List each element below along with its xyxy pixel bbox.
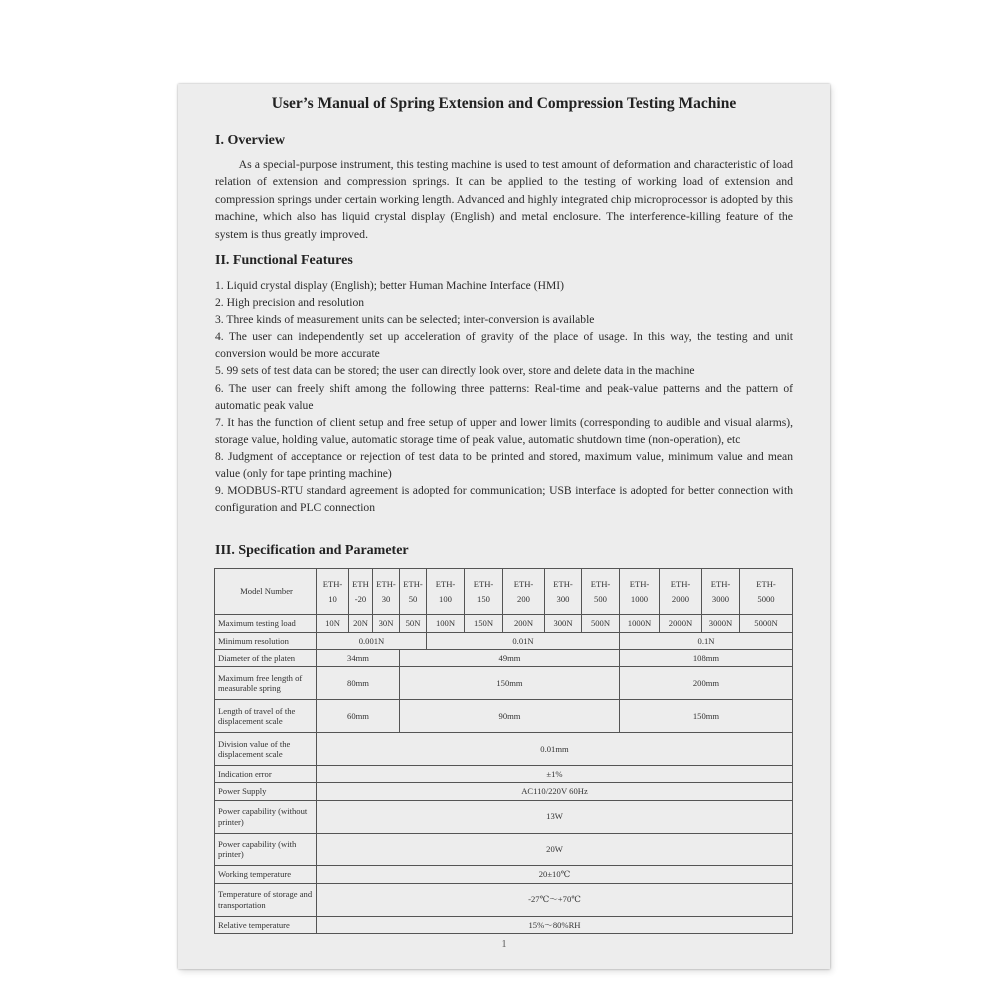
storage-temp-row bbox=[215, 883, 793, 916]
max-load-cell: 10N bbox=[317, 615, 349, 632]
free-length-cell: 150mm bbox=[400, 667, 620, 700]
feature-item: 4. The user can independently set up acceleration of gravity of the place of usage. In this way, the testing and unit conversion would be more accurate bbox=[215, 330, 793, 361]
min-resolution-row bbox=[215, 632, 793, 649]
travel-label: Length of travel of the displacement scale bbox=[215, 700, 317, 733]
spec-table bbox=[214, 568, 793, 934]
max-load-cell: 3000N bbox=[702, 615, 740, 632]
feature-item: 6. The user can freely shift among the following three patterns: Real-time and peak-value patterns and the pattern of automatic peak value bbox=[215, 381, 793, 412]
features-list bbox=[215, 277, 793, 516]
document-title: User’s Manual of Spring Extension and Compression Testing Machine bbox=[271, 95, 737, 112]
max-load-cell: 1000N bbox=[620, 615, 660, 632]
free-length-row bbox=[215, 667, 793, 700]
free-length-label: Maximum free length of measurable spring bbox=[215, 667, 317, 700]
model-cell: ETH- 30 bbox=[373, 569, 400, 615]
max-load-cell: 300N bbox=[545, 615, 582, 632]
power-printer-cell: 20W bbox=[317, 833, 793, 866]
platen-label: Diameter of the platen bbox=[215, 649, 317, 666]
max-load-cell: 30N bbox=[373, 615, 400, 632]
max-load-cell: 50N bbox=[400, 615, 427, 632]
max-load-cell: 200N bbox=[503, 615, 545, 632]
working-temp-label: Working temperature bbox=[215, 866, 317, 883]
model-cell: ETH- 5000 bbox=[740, 569, 793, 615]
platen-cell: 34mm bbox=[317, 649, 400, 666]
spec-heading: III. Specification and Parameter bbox=[215, 543, 409, 558]
power-no-printer-label: Power capability (without printer) bbox=[215, 800, 317, 833]
model-cell: ETH- 500 bbox=[582, 569, 620, 615]
feature-item: 5. 99 sets of test data can be stored; the user can directly look over, store and delete data in the machine bbox=[215, 364, 695, 378]
model-number-label: Model Number bbox=[215, 569, 317, 615]
model-cell: ETH- 50 bbox=[400, 569, 427, 615]
feature-item: 3. Three kinds of measurement units can be selected; inter-conversion is available bbox=[215, 313, 595, 327]
feature-item: 1. Liquid crystal display (English); better Human Machine Interface (HMI) bbox=[215, 279, 564, 292]
power-supply-row bbox=[215, 783, 793, 800]
max-load-cell: 100N bbox=[427, 615, 465, 632]
max-load-cell: 2000N bbox=[660, 615, 702, 632]
power-printer-row bbox=[215, 833, 793, 866]
overview-heading: I. Overview bbox=[215, 133, 285, 148]
features-heading: II. Functional Features bbox=[215, 253, 353, 268]
humidity-cell: 15%～80%RH bbox=[317, 916, 793, 933]
page-number: 1 bbox=[501, 939, 507, 950]
power-no-printer-cell: 13W bbox=[317, 800, 793, 833]
overview-paragraph: As a special-purpose instrument, this testing machine is used to test amount of deformation and characteristic of load relation of extension and compression springs. It can be applied to the testing of working load of extension and compression springs under certain working length. Advanced and highly integrated chip microprocessor is adopted by this machine, which also has liquid crystal display (English) and metal enclosure. The interference-killing feature of the system is thus greatly improved. bbox=[215, 157, 793, 241]
storage-temp-label: Temperature of storage and transportation bbox=[215, 883, 317, 916]
max-load-cell: 500N bbox=[582, 615, 620, 632]
feature-item: 2. High precision and resolution bbox=[215, 296, 365, 310]
max-load-row bbox=[215, 615, 793, 632]
power-no-printer-row bbox=[215, 800, 793, 833]
model-cell: ETH- 200 bbox=[503, 569, 545, 615]
max-load-label: Maximum testing load bbox=[215, 615, 317, 632]
min-resolution-cell: 0.01N bbox=[427, 632, 620, 649]
storage-temp-cell: -27℃～+70℃ bbox=[317, 883, 793, 916]
min-resolution-cell: 0.001N bbox=[317, 632, 427, 649]
power-supply-cell: AC110/220V 60Hz bbox=[317, 783, 793, 800]
max-load-cell: 20N bbox=[349, 615, 373, 632]
working-temp-cell: 20±10℃ bbox=[317, 866, 793, 883]
working-temp-row bbox=[215, 866, 793, 883]
division-label: Division value of the displacement scale bbox=[215, 733, 317, 766]
travel-cell: 150mm bbox=[620, 700, 793, 733]
feature-item: 7. It has the function of client setup and free setup of upper and lower limits (corresponding to audible and visual alarms), storage value, holding value, automatic storage time of peak value, automatic shutdown time (non-operation), etc bbox=[215, 415, 793, 446]
platen-row bbox=[215, 649, 793, 666]
travel-cell: 60mm bbox=[317, 700, 400, 733]
model-cell: ETH- 150 bbox=[465, 569, 503, 615]
manual-page bbox=[178, 84, 830, 969]
model-cell: ETH -20 bbox=[349, 569, 373, 615]
model-cell: ETH- 10 bbox=[317, 569, 349, 615]
division-row bbox=[215, 733, 793, 766]
model-cell: ETH- 2000 bbox=[660, 569, 702, 615]
power-printer-label: Power capability (with printer) bbox=[215, 833, 317, 866]
model-row bbox=[215, 569, 793, 615]
indication-cell: ±1% bbox=[317, 766, 793, 783]
humidity-row bbox=[215, 916, 793, 933]
free-length-cell: 200mm bbox=[620, 667, 793, 700]
min-resolution-cell: 0.1N bbox=[620, 632, 793, 649]
travel-cell: 90mm bbox=[400, 700, 620, 733]
model-cell: ETH- 300 bbox=[545, 569, 582, 615]
travel-row bbox=[215, 700, 793, 733]
min-resolution-label: Minimum resolution bbox=[215, 632, 317, 649]
feature-item: 9. MODBUS-RTU standard agreement is adopted for communication; USB interface is adopted for better connection with configuration and PLC connection bbox=[215, 484, 793, 515]
model-cell: ETH- 100 bbox=[427, 569, 465, 615]
platen-cell: 108mm bbox=[620, 649, 793, 666]
humidity-label: Relative temperature bbox=[215, 916, 317, 933]
model-cell: ETH- 1000 bbox=[620, 569, 660, 615]
max-load-cell: 5000N bbox=[740, 615, 793, 632]
model-cell: ETH- 3000 bbox=[702, 569, 740, 615]
indication-label: Indication error bbox=[215, 766, 317, 783]
power-supply-label: Power Supply bbox=[215, 783, 317, 800]
max-load-cell: 150N bbox=[465, 615, 503, 632]
platen-cell: 49mm bbox=[400, 649, 620, 666]
feature-item: 8. Judgment of acceptance or rejection of test data to be printed and stored, maximum value, minimum value and mean value (only for tape printing machine) bbox=[215, 449, 793, 481]
free-length-cell: 80mm bbox=[317, 667, 400, 700]
division-cell: 0.01mm bbox=[317, 733, 793, 766]
indication-row bbox=[215, 766, 793, 783]
